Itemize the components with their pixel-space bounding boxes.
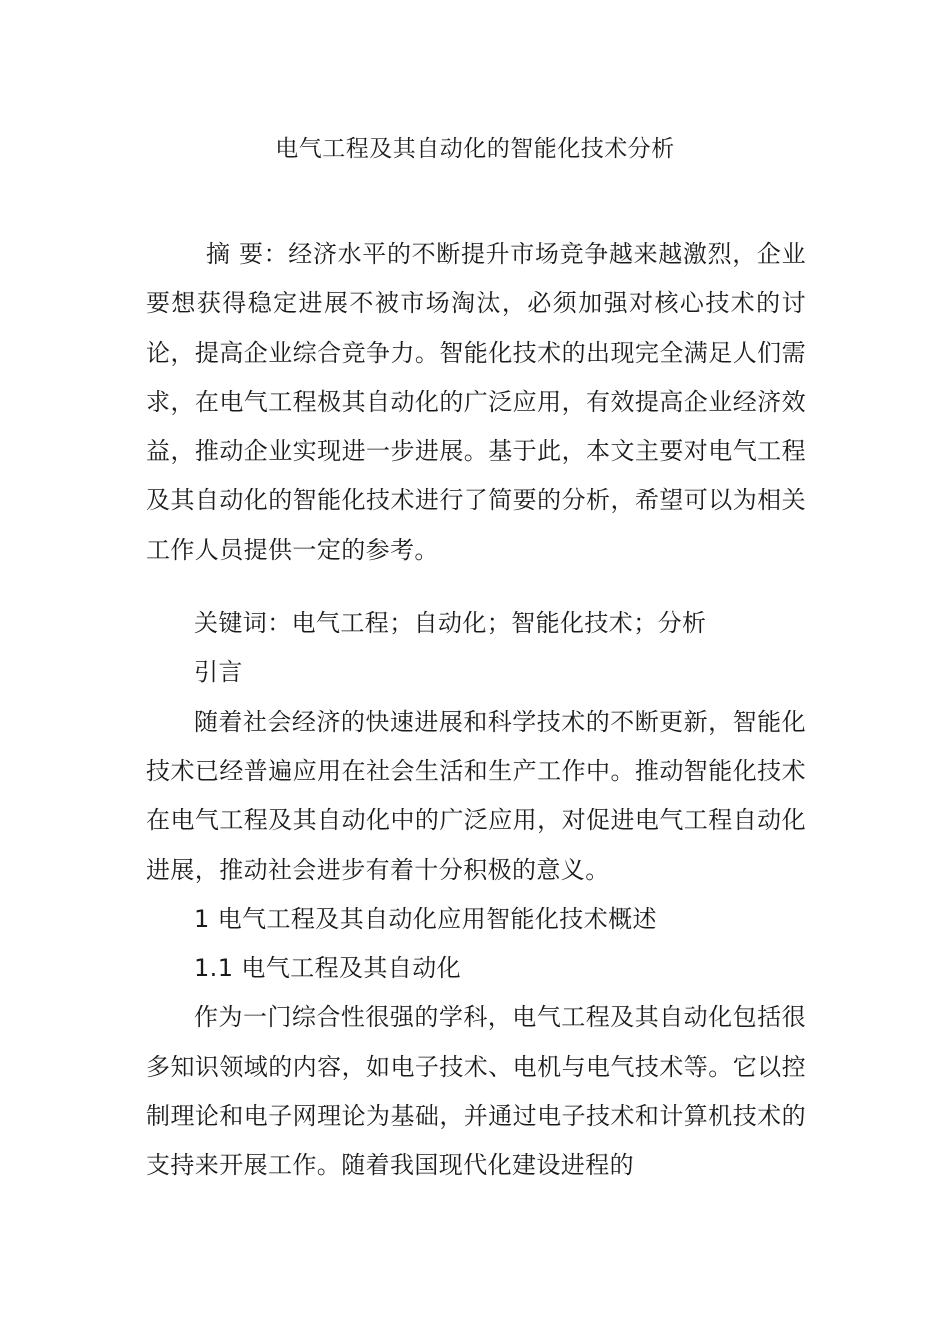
intro-heading: 引言: [194, 658, 243, 687]
section-1-1-paragraph: 作为一门综合性很强的学科，电气工程及其自动化包括很多知识领域的内容，如电子技术、电机与电气技术等。它以控制理论和电子网理论为基础，并通过电子技术和计算机技术的支持来开展工作。随着我国现代化建设进程的: [146, 1003, 806, 1180]
section-1-heading: 1 电气工程及其自动化应用智能化技术概述: [194, 904, 657, 933]
section-1-1-heading: 1.1 电气工程及其自动化: [194, 954, 461, 983]
spacer: [146, 575, 806, 599]
keywords-line: 关键词：电气工程；自动化；智能化技术；分析: [194, 609, 707, 638]
intro-paragraph: 随着社会经济的快速进展和科学技术的不断更新，智能化技术已经普遍应用在社会生活和生产工作中。推动智能化技术在电气工程及其自动化中的广泛应用，对促进电气工程自动化进展，推动社会进步有着十分积极的意义。: [146, 707, 806, 884]
abstract-paragraph: 摘 要：经济水平的不断提升市场竞争越来越激烈，企业要想获得稳定进展不被市场淘汰，必须加强对核心技术的讨论，提高企业综合竞争力。智能化技术的出现完全满足人们需求，在电气工程极其自动化的广泛应用，有效提高企业经济效益，推动企业实现进一步进展。基于此，本文主要对电气工程及其自动化的智能化技术进行了简要的分析，希望可以为相关工作人员提供一定的参考。: [146, 240, 806, 564]
document-title: 电气工程及其自动化的智能化技术分析: [275, 136, 675, 162]
document-body: [146, 230, 806, 1191]
